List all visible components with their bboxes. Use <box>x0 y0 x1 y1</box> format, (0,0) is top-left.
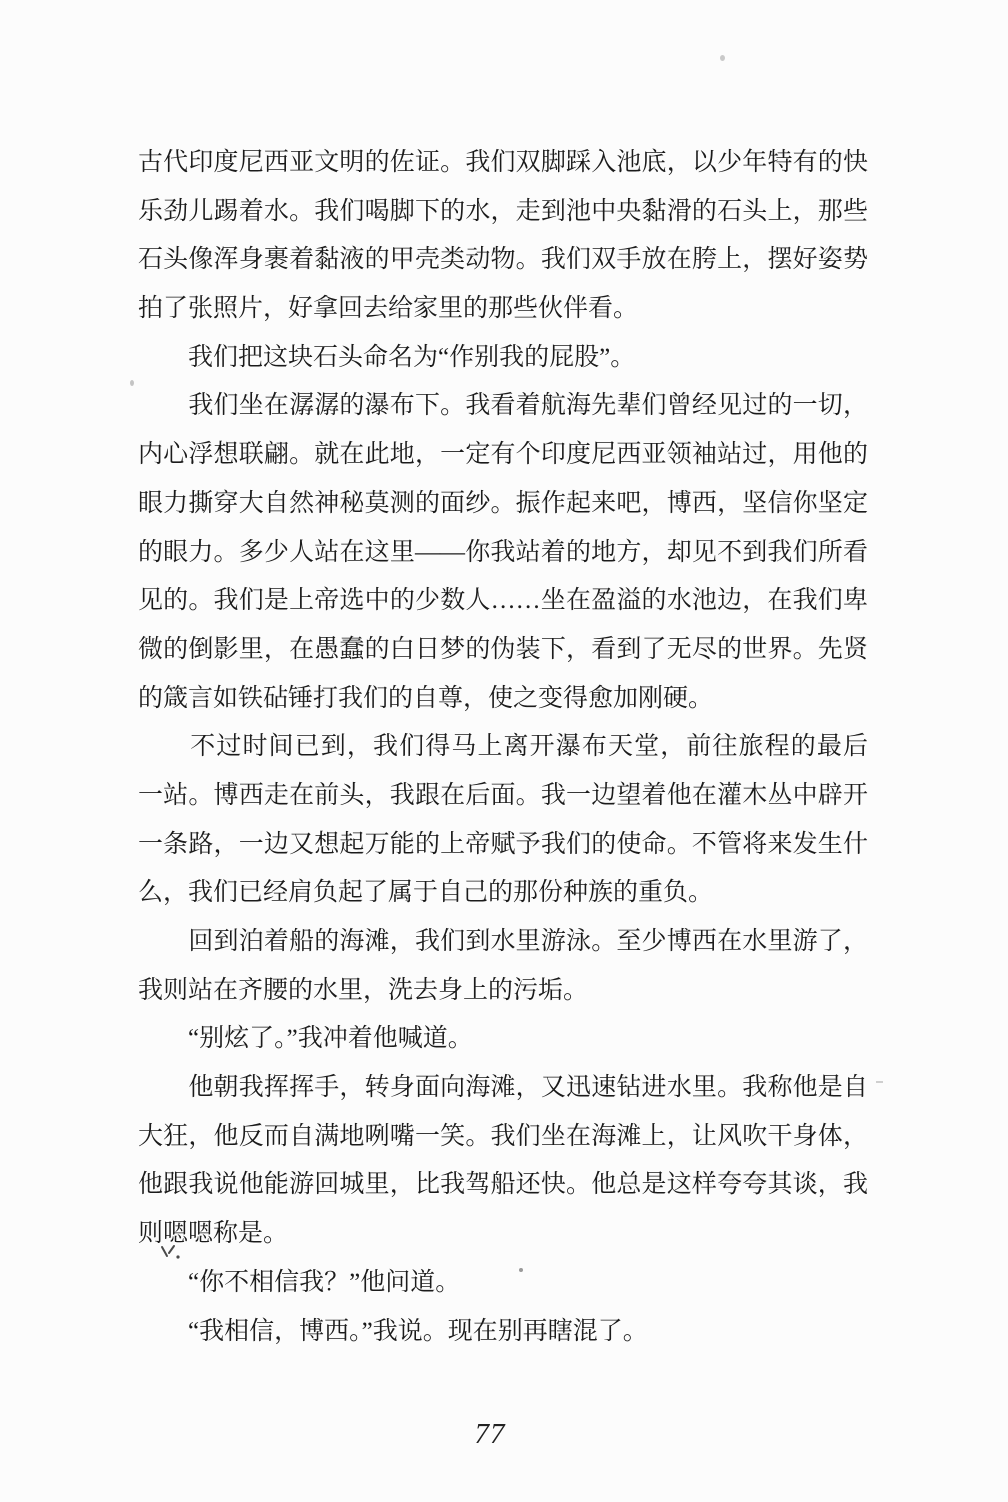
text-line: 我们坐在潺潺的瀑布下。我看着航海先辈们曾经见过的一切， <box>138 392 868 420</box>
text-line: 我则站在齐腰的水里，洗去身上的污垢。 <box>138 976 589 1004</box>
body-text <box>138 139 868 1356</box>
text-line: “别炫了。”我冲着他喊道。 <box>138 1025 473 1053</box>
text-line: 眼力撕穿大自然神秘莫测的面纱。振作起来吧，博西，坚信你坚定 <box>138 489 868 517</box>
scan-speck <box>519 1268 523 1272</box>
text-line: 的眼力。多少人站在这里——你我站着的地方，却见不到我们所看 <box>138 538 868 566</box>
text-line: 石头像浑身裹着黏液的甲壳类动物。我们双手放在胯上，摆好姿势 <box>138 246 868 274</box>
text-line: “我相信，博西。”我说。现在别再瞎混了。 <box>138 1317 648 1345</box>
text-line: 他跟我说他能游回城里，比我驾船还快。他总是这样夸夸其谈，我 <box>138 1171 868 1199</box>
text-line: 微的倒影里，在愚蠢的白日梦的伪装下，看到了无尽的世界。先贤 <box>138 635 868 663</box>
scan-speck <box>720 55 725 61</box>
text-line: 的箴言如铁砧锤打我们的自尊，使之变得愈加刚硬。 <box>138 684 714 712</box>
text-line: 则嗯嗯称是。 <box>138 1220 289 1248</box>
ink-smudge <box>158 1244 186 1267</box>
text-line: 我们把这块石头命名为“作别我的屁股”。 <box>138 343 636 371</box>
text-line: 拍了张照片，好拿回去给家里的那些伙伴看。 <box>138 295 639 323</box>
page-number: 77 <box>474 1418 506 1450</box>
scan-speck <box>876 1081 883 1083</box>
text-line: 一站。博西走在前头，我跟在后面。我一边望着他在灌木丛中辟开 <box>138 781 868 809</box>
text-line: 大狂，他反而自满地咧嘴一笑。我们坐在海滩上，让风吹干身体， <box>138 1122 868 1150</box>
text-line: 内心浮想联翩。就在此地，一定有个印度尼西亚领袖站过，用他的 <box>138 441 868 469</box>
text-line: 乐劲儿踢着水。我们喝脚下的水，走到池中央黏滑的石头上，那些 <box>138 197 868 225</box>
scan-speck <box>130 380 134 386</box>
text-line: “你不相信我？”他问道。 <box>138 1268 461 1296</box>
text-line: 古代印度尼西亚文明的佐证。我们双脚踩入池底，以少年特有的快 <box>138 149 868 176</box>
text-line: 一条路，一边又想起万能的上帝赋予我们的使命。不管将来发生什 <box>138 830 868 858</box>
text-line: 回到泊着船的海滩，我们到水里游泳。至少博西在水里游了， <box>138 928 868 955</box>
text-line: 见的。我们是上帝选中的少数人……坐在盈溢的水池边，在我们卑 <box>138 587 868 615</box>
text-line: 么，我们已经肩负起了属于自己的那份种族的重负。 <box>138 879 714 907</box>
text-line: 不过时间已到，我们得马上离开瀑布天堂，前往旅程的最后 <box>138 733 868 761</box>
text-line: 他朝我挥挥手，转身面向海滩，又迅速钻进水里。我称他是自 <box>138 1074 868 1102</box>
